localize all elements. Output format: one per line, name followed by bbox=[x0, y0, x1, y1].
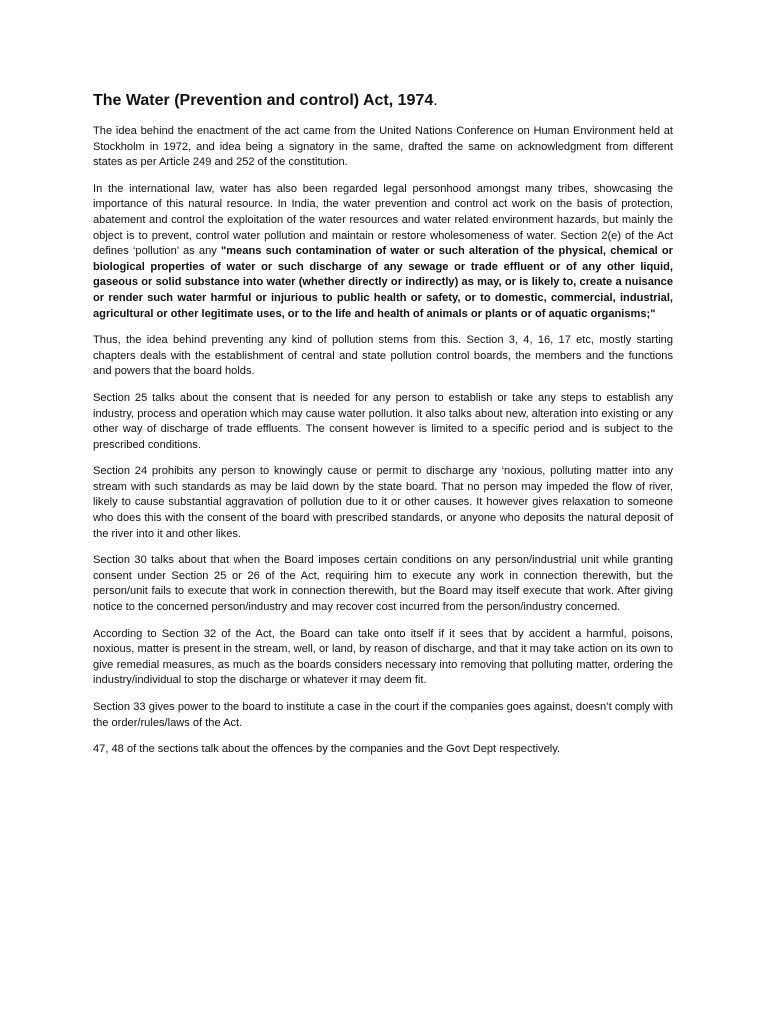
title-period: . bbox=[433, 92, 438, 109]
paragraph-section-30: Section 30 talks about that when the Board imposes certain conditions on any person/industrial unit while granting consent under Section 25 or 26 of the Act, requiring him to execute any work in connection therewith, but the person/unit fails to execute that work in connection therewith, but the Board may itself execute that work. After giving notice to the concerned person/industry and may recover cost incurred from the person/industry concerned. bbox=[93, 554, 673, 614]
paragraph-section-32: According to Section 32 of the Act, the Board can take onto itself if it sees that by accident a harmful, poisons, noxious, matter is present in the stream, well, or land, by reason of discharge, and that it may take action on its own to give remedial measures, as much as the boards considers necessary into removing that polluting matter, ordering the industry/individual to stop the discharge or whatever it may deem fit. bbox=[93, 627, 673, 687]
paragraph-section-25: Section 25 talks about the consent that is needed for any person to establish or take any steps to establish any industry, process and operation which may cause water pollution. It also talks about new, alteration into existing or any other way of discharge of trade effluents. The consent however is limited to a specific period and is subject to the prescribed conditions. bbox=[93, 391, 673, 451]
definition-quote: "means such contamination of water or such alteration of the physical, chemical or biological properties of water or such discharge of any sewage or trade effluent or of any other liquid, gaseous or solid substance into water (whether directly or indirectly) as may, or is likely to, create a nuisance or render such water harmful or injurious to public health or safety, or to domestic, commercial, industrial, agricultural or other legitimate uses, or to the life and health of animals or plants or of aquatic organisms;" bbox=[93, 245, 673, 320]
title-text: The Water (Prevention and control) Act, 1974 bbox=[93, 92, 434, 109]
definition-text: In the international law, water has also been regarded legal personhood amongst many tribes, showcasing the importance of this natural resource. In India, the water prevention and control act work on the basis of protection, abatement and control the exploitation of the water resources and water related environment hazards, but mainly the object is to prevent, control water pollution and maintain or restore wholesomeness of water. Section 2(e) of the Act defines ‘pollution’ as any bbox=[93, 182, 673, 258]
paragraph-sections-47-48: 47, 48 of the sections talk about the offences by the companies and the Govt Dept respectively. bbox=[93, 743, 561, 756]
paragraph-boards: Thus, the idea behind preventing any kind of pollution stems from this. Section 3, 4, 16, 17 etc, mostly starting chapters deals with the establishment of central and state pollution control boards, the members and the functions and powers that the board holds. bbox=[93, 334, 673, 378]
document-title bbox=[93, 90, 673, 112]
paragraph-definition bbox=[93, 182, 673, 322]
paragraph-section-33: Section 33 gives power to the board to institute a case in the court if the companies goes against, doesn’t comply with the order/rules/laws of the Act. bbox=[93, 701, 673, 729]
document-page bbox=[93, 90, 673, 769]
paragraph-origin: The idea behind the enactment of the act came from the United Nations Conference on Human Environment held at Stockholm in 1972, and idea being a signatory in the same, drafted the same on acknowledgment from different states as per Article 249 and 252 of the constitution. bbox=[93, 125, 673, 169]
paragraph-section-24: Section 24 prohibits any person to knowingly cause or permit to discharge any ‘noxious, polluting matter into any stream with such standards as may be laid down by the state board. That no person may impeded the flow of river, likely to cause substantial aggravation of pollution due to it or other causes. It however gives relaxation to someone who does this with the consent of the board with prescribed standards, or anyone who deposits the natural deposit of the river into it and other likes. bbox=[93, 465, 673, 540]
